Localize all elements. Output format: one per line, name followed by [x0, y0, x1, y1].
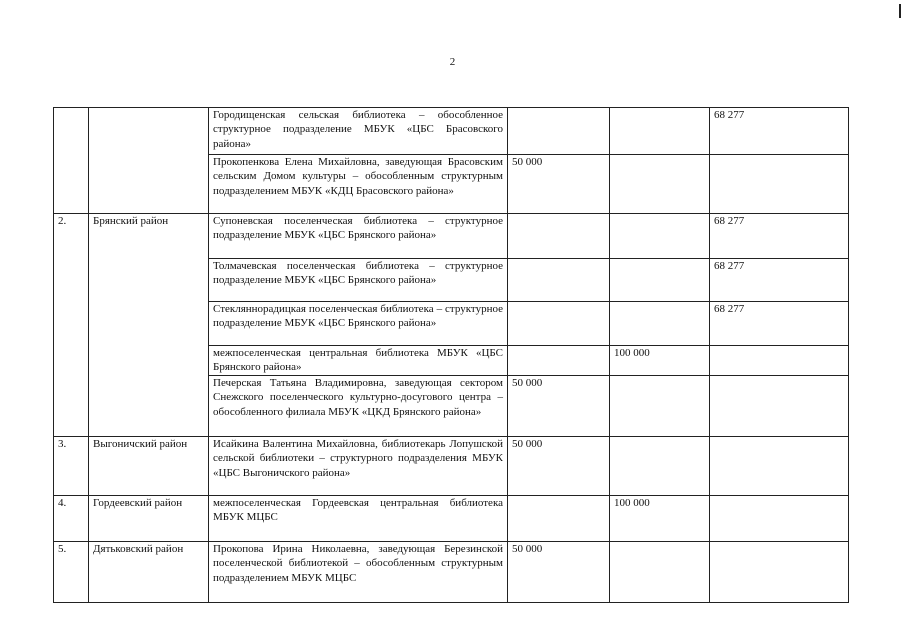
amount-col-c — [710, 376, 849, 437]
amount-col-c: 68 277 — [710, 214, 849, 259]
amount-col-a — [508, 302, 610, 346]
amount-col-a — [508, 346, 610, 376]
table-row — [54, 108, 849, 155]
amount-col-a: 50 000 — [508, 376, 610, 437]
amount-col-c — [710, 437, 849, 496]
amount-col-b — [610, 437, 710, 496]
recipient-name: Супоневская поселенческая библиотека – структурное подразделение МБУК «ЦБС Брянского района» — [209, 214, 508, 259]
district-name — [89, 108, 209, 214]
amount-col-b — [610, 376, 710, 437]
recipient-name: межпоселенческая Гордеевская центральная библиотека МБУК МЦБС — [209, 496, 508, 542]
amount-col-b — [610, 214, 710, 259]
recipient-name: Городищенская сельская библиотека – обособленное структурное подразделение МБУК «ЦБС Брасовского района» — [209, 108, 508, 155]
recipient-name: Стекляннорадицкая поселенческая библиотека – структурное подразделение МБУК «ЦБС Брянского района» — [209, 302, 508, 346]
amount-col-c: 68 277 — [710, 108, 849, 155]
amount-col-a: 50 000 — [508, 542, 610, 603]
amount-col-a — [508, 108, 610, 155]
row-number: 5. — [54, 542, 89, 603]
table-row — [54, 542, 849, 603]
table-row — [54, 214, 849, 259]
amount-col-b — [610, 302, 710, 346]
recipient-name: Толмачевская поселенческая библиотека – структурное подразделение МБУК «ЦБС Брянского района» — [209, 259, 508, 302]
amount-col-b — [610, 542, 710, 603]
amount-col-c: 68 277 — [710, 302, 849, 346]
district-name: Дятьковский район — [89, 542, 209, 603]
page-number: 2 — [449, 56, 456, 68]
row-number: 4. — [54, 496, 89, 542]
amount-col-c — [710, 496, 849, 542]
recipient-name: Прокопова Ирина Николаевна, заведующая Березинской поселенческой библиотекой – обособленным структурным подразделением МБУК МЦБС — [209, 542, 508, 603]
amount-col-a: 50 000 — [508, 155, 610, 214]
table-row — [54, 437, 849, 496]
amount-col-c: 68 277 — [710, 259, 849, 302]
amount-col-a — [508, 496, 610, 542]
amount-col-c — [710, 542, 849, 603]
district-name: Гордеевский район — [89, 496, 209, 542]
amount-col-a: 50 000 — [508, 437, 610, 496]
table-row — [54, 496, 849, 542]
recipient-name: Печерская Татьяна Владимировна, заведующая сектором Снежского поселенческого культурно-досугового центра – обособленного филиала МБУК «ЦКД Брянского района» — [209, 376, 508, 437]
amount-col-b: 100 000 — [610, 496, 710, 542]
row-number: 3. — [54, 437, 89, 496]
recipient-name: Исайкина Валентина Михайловна, библиотекарь Лопушской сельской библиотеки – структурного подразделения МБУК «ЦБС Выгоничского района» — [209, 437, 508, 496]
amount-col-c — [710, 155, 849, 214]
row-number — [54, 108, 89, 214]
district-name: Брянский район — [89, 214, 209, 437]
awards-table — [53, 107, 849, 603]
scan-edge-mark — [899, 4, 901, 18]
recipient-name: межпоселенческая центральная библиотека МБУК «ЦБС Брянского района» — [209, 346, 508, 376]
district-name: Выгоничский район — [89, 437, 209, 496]
amount-col-c — [710, 346, 849, 376]
row-number: 2. — [54, 214, 89, 437]
recipient-name: Прокопенкова Елена Михайловна, заведующая Брасовским сельским Домом культуры – обособленным структурным подразделением МБУК «КДЦ Брасовского района» — [209, 155, 508, 214]
amount-col-b — [610, 108, 710, 155]
amount-col-b — [610, 259, 710, 302]
amount-col-b: 100 000 — [610, 346, 710, 376]
amount-col-a — [508, 259, 610, 302]
amount-col-b — [610, 155, 710, 214]
amount-col-a — [508, 214, 610, 259]
